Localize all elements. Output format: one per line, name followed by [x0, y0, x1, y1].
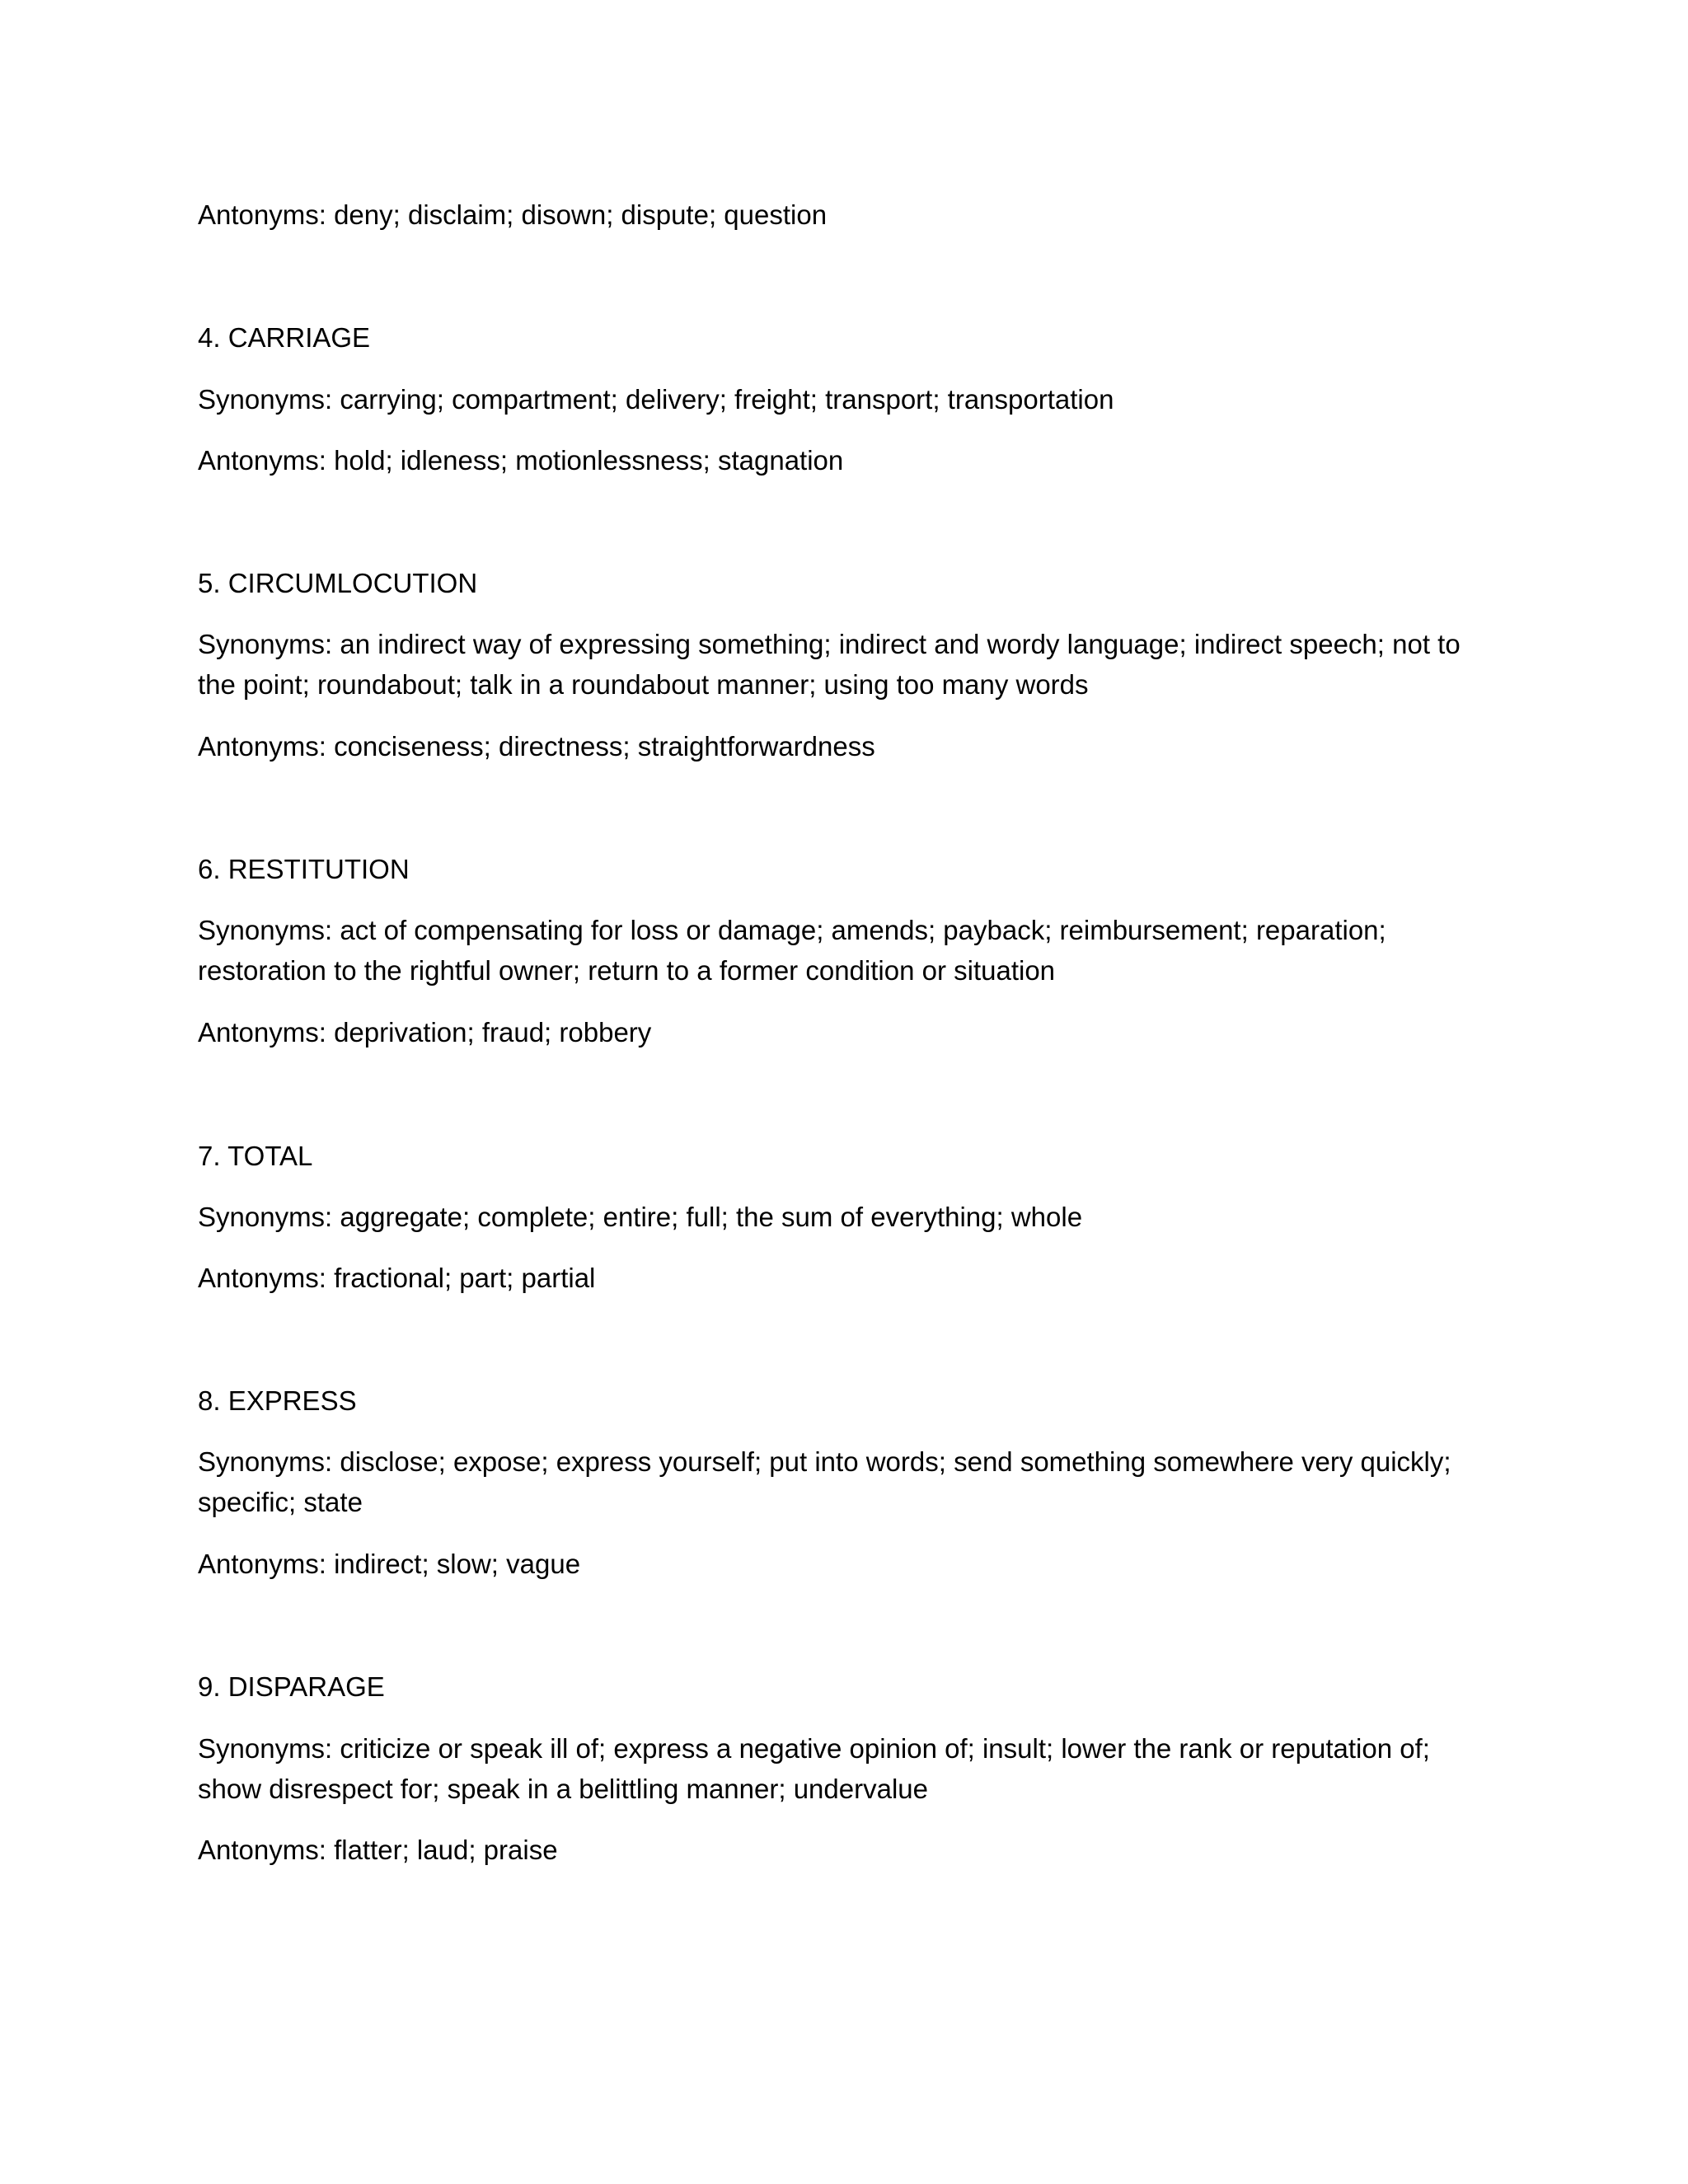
entry-antonyms-total: Antonyms: fractional; part; partial	[198, 1263, 596, 1293]
entry-heading-carriage: 4. CARRIAGE	[198, 322, 371, 353]
entry-antonyms-carriage: Antonyms: hold; idleness; motionlessness; stagnation	[198, 445, 844, 476]
entry-heading-express: 8. EXPRESS	[198, 1385, 357, 1416]
entry-heading-circumlocution: 5. CIRCUMLOCUTION	[198, 568, 478, 598]
entry-synonyms-disparage: Synonyms: criticize or speak ill of; express a negative opinion of; insult; lower the rank or reputation of; show disrespect for; speak in a belittling manner; undervalue	[198, 1733, 1438, 1804]
entry-antonyms-express: Antonyms: indirect; slow; vague	[198, 1549, 581, 1579]
entry-synonyms-restitution: Synonyms: act of compensating for loss or damage; amends; payback; reimbursement; reparation; restoration to the rightful owner; return to a former condition or situation	[198, 915, 1394, 986]
entry-antonyms-circumlocution: Antonyms: conciseness; directness; straightforwardness	[198, 731, 875, 762]
entry-heading-disparage: 9. DISPARAGE	[198, 1671, 385, 1702]
entry-synonyms-carriage: Synonyms: carrying; compartment; delivery; freight; transport; transportation	[198, 384, 1114, 415]
entry-synonyms-total: Synonyms: aggregate; complete; entire; full; the sum of everything; whole	[198, 1202, 1083, 1232]
document-page	[198, 0, 1500, 2184]
entry-antonyms-restitution: Antonyms: deprivation; fraud; robbery	[198, 1017, 652, 1047]
entry-synonyms-circumlocution: Synonyms: an indirect way of expressing something; indirect and wordy language; indirect speech; not to the point; roundabout; talk in a roundabout manner; using too many words	[198, 629, 1468, 700]
entry-synonyms-express: Synonyms: disclose; expose; express yourself; put into words; send something somewhere very quickly; specific; state	[198, 1446, 1459, 1517]
entry-heading-restitution: 6. RESTITUTION	[198, 854, 410, 884]
entry-heading-total: 7. TOTAL	[198, 1141, 313, 1171]
intro-antonyms: Antonyms: deny; disclaim; disown; dispute; question	[198, 199, 828, 230]
entry-antonyms-disparage: Antonyms: flatter; laud; praise	[198, 1835, 558, 1865]
